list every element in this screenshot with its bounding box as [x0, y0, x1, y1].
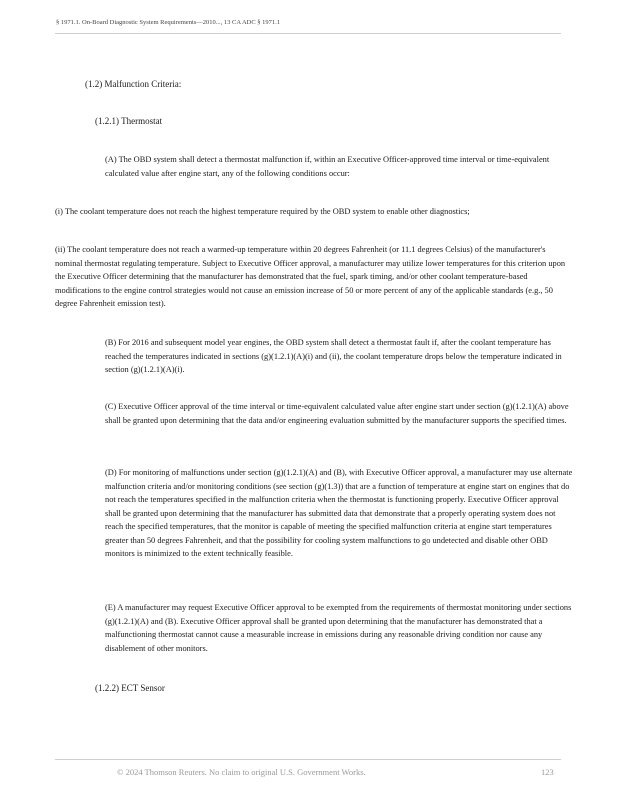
paragraph-ii: (ii) The coolant temperature does not reach a warmed-up temperature within 20 degrees Fahrenheit (or 11.1 degrees Celsius) of the manufacturer's nominal thermostat regulating temperature. Subject to Executive Officer approval, a manufacturer may utilize lower temperatures for this criterion upon the Executive Officer determining that the manufacturer has demonstrated that the fuel, spark timing, and/or other coolant temperature-based modifications to the engine control strategies would not cause an emission increase of 50 or more percent of any of the applicable standards (e.g., 50 degree Fahrenheit emission test). — [55, 245, 566, 308]
header-divider — [55, 33, 561, 34]
subsection-heading-thermostat: (1.2.1) Thermostat — [95, 116, 163, 126]
running-header: § 1971.1. On-Board Diagnostic System Requirements—2010..., 13 CA ADC § 1971.1 — [56, 19, 281, 26]
page-number: 123 — [541, 767, 554, 777]
paragraph-d: (D) For monitoring of malfunctions under section (g)(1.2.1)(A) and (B), with Executive Officer approval, a manufacturer may use alternate malfunction criteria and/or monitoring conditions (see section (g)(1.3)) that are a function of temperature at engine start on engines that do not reach the temperatures specified in the malfunction criteria when the thermostat is functioning properly. Executive Officer approval shall be granted upon determining that the manufacturer has submitted data that demonstrate that a properly operating system does not reach the specified temperatures, that the monitor is capable of meeting the specified malfunction criteria at engine start temperatures greater than 50 degrees Fahrenheit, and that the possibility for cooling system malfunctions to go undetected and disable other OBD monitors is minimized to the extent technically feasible. — [105, 468, 573, 558]
section-heading-malfunction-criteria: (1.2) Malfunction Criteria: — [85, 79, 182, 89]
paragraph-b: (B) For 2016 and subsequent model year engines, the OBD system shall detect a thermostat fault if, after the coolant temperature has reached the temperatures indicated in sections (g)(1.2.1)(A)(i) and (ii), the coolant temperature drops below the temperature indicated in section (g)(1.2.1)(A)(i). — [105, 338, 562, 374]
footer-divider — [55, 759, 561, 760]
paragraph-c: (C) Executive Officer approval of the time interval or time-equivalent calculated value after engine start under section (g)(1.2.1)(A) above shall be granted upon determining that the data and/or engineering evaluation submitted by the manufacturer supports the specified times. — [105, 402, 569, 425]
paragraph-a: (A) The OBD system shall detect a thermostat malfunction if, within an Executive Officer-approved time interval or time-equivalent calculated value after engine start, any of the following conditions occur: — [105, 155, 550, 178]
paragraph-i: (i) The coolant temperature does not reach the highest temperature required by the OBD system to enable other diagnostics; — [55, 207, 470, 216]
footer-copyright: © 2024 Thomson Reuters. No claim to original U.S. Government Works. — [117, 767, 366, 777]
paragraph-e: (E) A manufacturer may request Executive Officer approval to be exempted from the requirements of thermostat monitoring under sections (g)(1.2.1)(A) and (B). Executive Officer approval shall be granted upon determining that the manufacturer has demonstrated that a malfunctioning thermostat cannot cause a measurable increase in emissions during any reasonable driving condition nor cause any disablement of other monitors. — [105, 603, 572, 653]
subsection-heading-ect-sensor: (1.2.2) ECT Sensor — [95, 683, 165, 693]
